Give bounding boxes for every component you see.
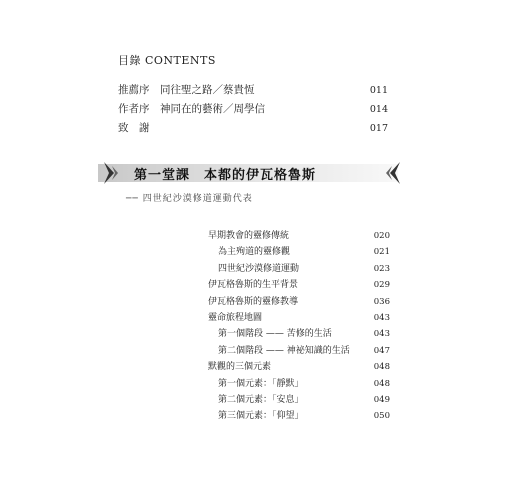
toc-entry	[208, 343, 390, 359]
front-matter-label: 致 謝	[118, 122, 150, 134]
toc-entry	[208, 326, 390, 342]
toc-entry	[208, 359, 390, 375]
toc-entry-page: 036	[373, 296, 390, 307]
front-matter-page: 014	[369, 104, 388, 115]
toc-entry-page: 049	[373, 394, 390, 405]
chapter-title: 第一堂課 本都的伊瓦格魯斯	[134, 168, 317, 183]
toc-entry	[208, 294, 390, 310]
toc-entry	[208, 392, 390, 408]
toc-entry	[208, 261, 390, 277]
toc-entry-label: 第三個元素：「仰望」	[218, 411, 304, 422]
toc-entry-label: 早期教會的靈修傳統	[208, 231, 290, 241]
toc-entry-page: 043	[373, 329, 390, 340]
toc-entry-page: 048	[373, 362, 390, 373]
toc-entry-page: 043	[373, 312, 390, 323]
toc-entry-label: 靈命旅程地圖	[208, 312, 263, 323]
chapter-heading	[98, 160, 398, 182]
toc-entry	[208, 277, 390, 293]
toc-entry	[208, 408, 390, 424]
ornament-left-icon	[100, 160, 122, 186]
toc-entry	[208, 228, 390, 244]
front-matter-page: 011	[369, 85, 388, 96]
toc-entry	[208, 376, 390, 392]
front-matter-list	[118, 82, 388, 139]
toc-entry-label: 默觀的三個元素	[208, 362, 272, 373]
front-matter-page: 017	[369, 123, 388, 134]
toc-entry-label: 第一個元素：「靜默」	[218, 378, 304, 389]
toc-entry-label: 第一個階段 —— 苦修的生活	[218, 329, 332, 340]
toc-entry	[208, 244, 390, 260]
toc-title: 目錄 CONTENTS	[118, 54, 216, 67]
front-matter-row	[118, 101, 388, 120]
toc-entry-label: 第二個階段 —— 神祕知識的生活	[218, 345, 350, 356]
front-matter-label: 推薦序 同往聖之路／蔡貴恆	[118, 84, 255, 96]
toc-entry-page: 029	[373, 280, 390, 291]
front-matter-label: 作者序 神同在的藝術／周學信	[118, 103, 265, 115]
toc-entry-page: 021	[373, 247, 390, 258]
toc-entry-page: 047	[373, 345, 390, 356]
toc-entry-label: 第二個元素：「安息」	[218, 394, 304, 405]
toc-entry-page: 050	[373, 411, 390, 422]
toc-entry-label: 伊瓦格魯斯的生平背景	[208, 280, 299, 291]
front-matter-row	[118, 82, 388, 101]
toc-entry-page: 048	[373, 378, 390, 389]
chapter-subtitle: ── 四世紀沙漠修道運動代表	[126, 194, 253, 204]
ornament-right-icon	[378, 160, 404, 186]
toc-entry-page: 023	[373, 263, 390, 274]
toc-entry-page: 020	[373, 231, 390, 241]
toc-entry-label: 為主殉道的靈修觀	[218, 247, 291, 258]
toc-entry	[208, 310, 390, 326]
chapter-entries	[208, 228, 390, 425]
toc-entry-label: 四世紀沙漠修道運動	[218, 263, 300, 274]
front-matter-row	[118, 120, 388, 139]
toc-entry-label: 伊瓦格魯斯的靈修教導	[208, 296, 299, 307]
